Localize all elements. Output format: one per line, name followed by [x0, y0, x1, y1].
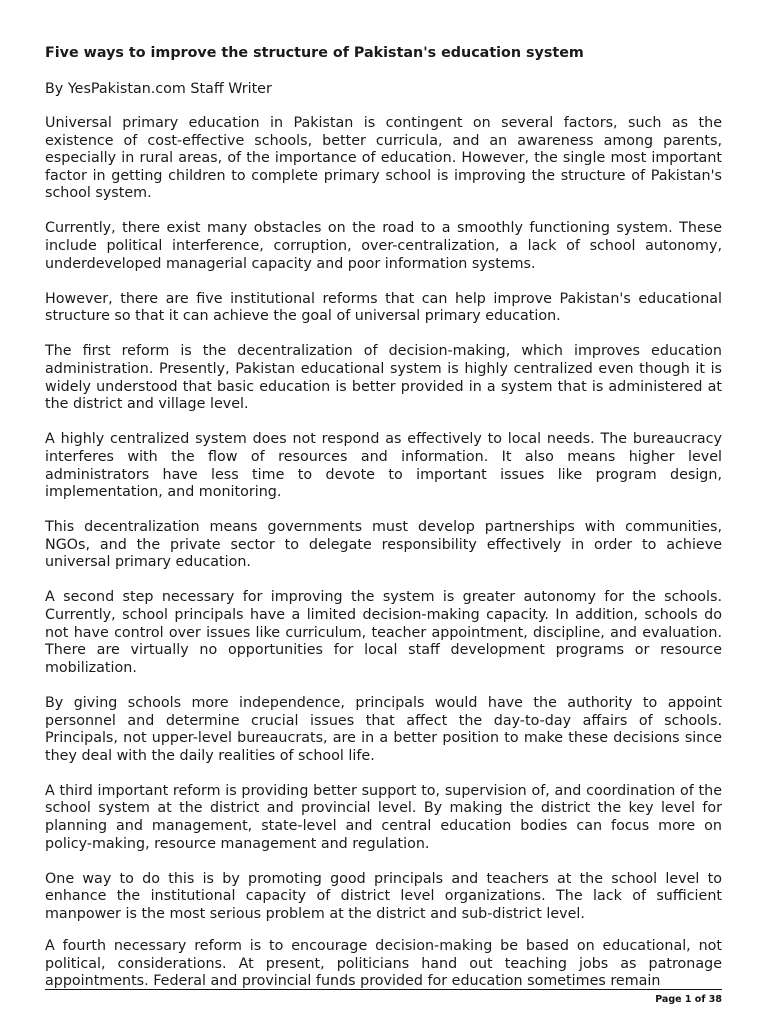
paragraph: Universal primary education in Pakistan is contingent on several factors, such as the existence of cost-effective schools, better curricula, and an awareness among parents, especially in rural areas, of the importance of education. However, the single most important factor in getting children to complete primary school is improving the structure of Pakistan's school system.: [45, 115, 722, 202]
paragraph: The first reform is the decentralization of decision-making, which improves education administration. Presently, Pakistan educational system is highly centralized even though it is widely understood that basic education is better provided in a system that is administered at the district and village level.: [45, 343, 722, 413]
paragraph-truncated: A fourth necessary reform is to encourage decision-making be based on educational, not political, considerations. At present, politicians hand out teaching jobs as patronage appointments. Federal and provincial funds provided for education sometimes remain: [45, 938, 722, 990]
paragraph: A highly centralized system does not respond as effectively to local needs. The bureaucracy interferes with the flow of resources and information. It also means higher level administrators have less time to devote to important issues like program design, implementation, and monitoring.: [45, 431, 722, 501]
paragraph: A third important reform is providing better support to, supervision of, and coordination of the school system at the district and provincial level. By making the district the key level for planning and management, state-level and central education bodies can focus more on policy-making, resource management and regulation.: [45, 782, 722, 852]
article-byline: By YesPakistan.com Staff Writer: [45, 81, 272, 97]
article-body: [45, 115, 722, 941]
paragraph: This decentralization means governments must develop partnerships with communities, NGOs, and the private sector to delegate responsibility effectively in order to achieve universal primary education.: [45, 519, 722, 571]
paragraph: One way to do this is by promoting good principals and teachers at the school level to enhance the institutional capacity of district level organizations. The lack of sufficient manpower is the most serious problem at the district and sub-district level.: [45, 870, 722, 922]
truncated-paragraph-container: [45, 938, 722, 990]
paragraph: A second step necessary for improving the system is greater autonomy for the schools. Currently, school principals have a limited decision-making capacity. In addition, schools do not have control over issues like curriculum, teacher appointment, discipline, and evaluation. There are virtually no opportunities for local staff development programs or resource mobilization.: [45, 589, 722, 676]
article-title: Five ways to improve the structure of Pakistan's education system: [45, 45, 584, 61]
document-page: [45, 0, 722, 1024]
page-number: Page 1 of 38: [655, 994, 722, 1005]
paragraph: However, there are five institutional reforms that can help improve Pakistan's educational structure so that it can achieve the goal of universal primary education.: [45, 290, 722, 325]
footer-divider: [45, 989, 722, 990]
paragraph: By giving schools more independence, principals would have the authority to appoint personnel and determine crucial issues that affect the day-to-day affairs of schools. Principals, not upper-level bureaucrats, are in a better position to make these decisions since they deal with the daily realities of school life.: [45, 694, 722, 764]
paragraph: Currently, there exist many obstacles on the road to a smoothly functioning system. These include political interference, corruption, over-centralization, a lack of school autonomy, underdeveloped managerial capacity and poor information systems.: [45, 220, 722, 272]
